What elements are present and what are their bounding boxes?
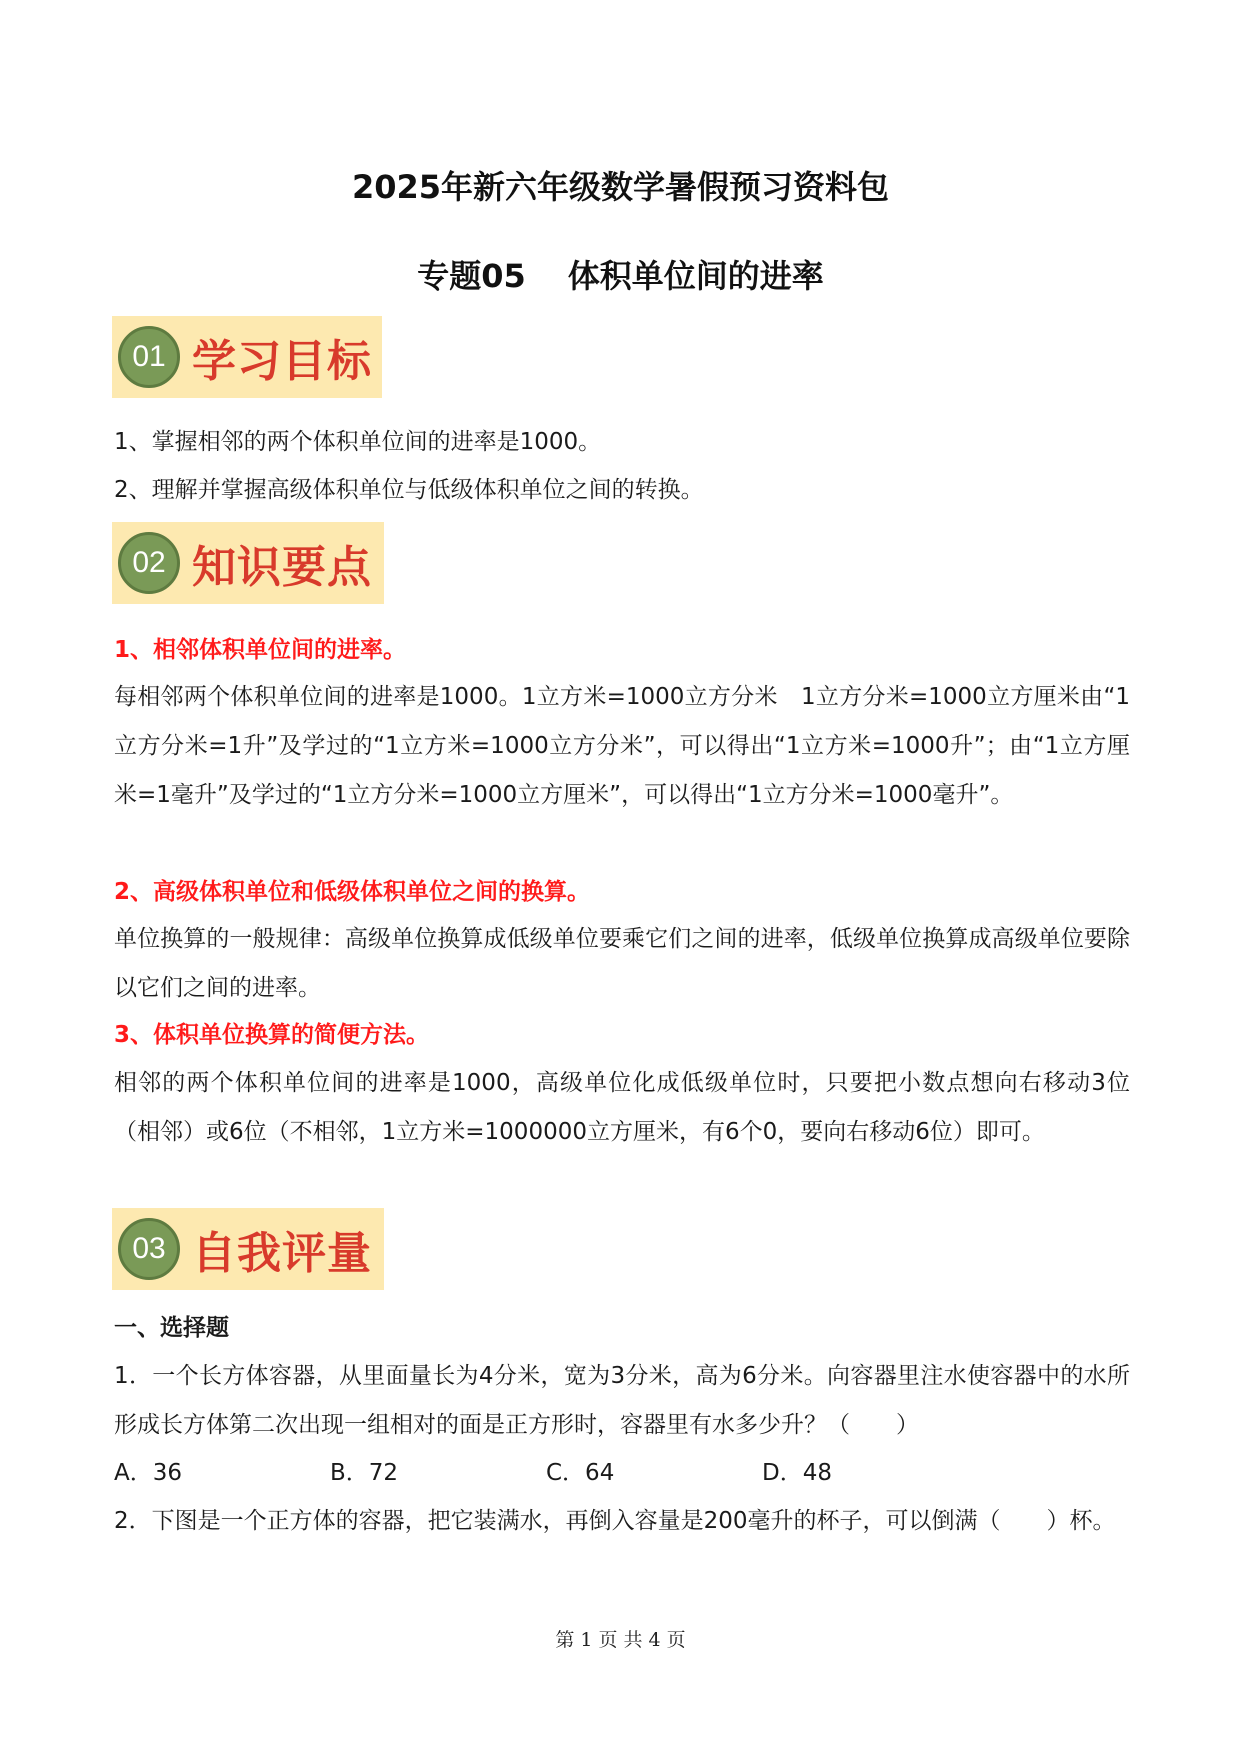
knowledge-paragraph-3: 相邻的两个体积单位间的进率是1000，高级单位化成低级单位时，只要把小数点想向右移动3位（相邻）或6位（不相邻，1立方米=1000000立方厘米，有6个0，要向右移动6位）即可。 — [114, 1070, 1130, 1145]
knowledge-paragraph-1: 每相邻两个体积单位间的进率是1000。1立方米=1000立方分米 1立方分米=1000立方厘米由“1立方分米=1升”及学过的“1立方米=1000立方分米”，可以得出“1立方米=1000升”；由“1立方厘米=1毫升”及学过的“1立方分米=1000立方厘米”，可以得出“1立方分米=1000毫升”。 — [114, 684, 1130, 808]
section-title: 自我评量 — [192, 1228, 372, 1279]
section-badge-learning-goals — [112, 316, 382, 398]
knowledge-heading-3: 3、体积单位换算的简便方法。 — [114, 1022, 430, 1048]
topic-heading — [0, 251, 1241, 297]
section-title: 学习目标 — [192, 336, 372, 387]
question-1: 1．一个长方体容器，从里面量长为4分米，宽为3分米，高为6分米。向容器里注水使容器中的水所形成长方体第二次出现一组相对的面是正方形时，容器里有水多少升？（ ） — [114, 1363, 1130, 1438]
question-2: 2．下图是一个正方体的容器，把它装满水，再倒入容量是200毫升的杯子，可以倒满（ ）杯。 — [114, 1508, 1116, 1534]
option-c: C．64 — [546, 1460, 615, 1486]
page-footer: 第 1 页 共 4 页 — [555, 1629, 686, 1651]
section-number-circle: 02 — [118, 532, 180, 594]
option-d: D．48 — [762, 1460, 832, 1486]
knowledge-heading-1: 1、相邻体积单位间的进率。 — [114, 637, 407, 663]
goal-item-2: 2、理解并掌握高级体积单位与低级体积单位之间的转换。 — [114, 477, 704, 503]
knowledge-heading-2: 2、高级体积单位和低级体积单位之间的换算。 — [114, 879, 591, 905]
section-number-circle: 03 — [118, 1218, 180, 1280]
topic-title: 体积单位间的进率 — [567, 257, 824, 295]
section-number-circle: 01 — [118, 326, 180, 388]
option-a: A．36 — [114, 1460, 183, 1486]
section-badge-self-assessment — [112, 1208, 384, 1290]
goal-item-1: 1、掌握相邻的两个体积单位间的进率是1000。 — [114, 429, 602, 455]
question-1-options — [114, 1449, 978, 1498]
knowledge-paragraph-2: 单位换算的一般规律：高级单位换算成低级单位要乘它们之间的进率，低级单位换算成高级单位要除以它们之间的进率。 — [114, 926, 1130, 1001]
document-title: 2025年新六年级数学暑假预习资料包 — [351, 168, 890, 206]
section-badge-key-points — [112, 522, 384, 604]
topic-number: 专题05 — [417, 257, 526, 295]
section-title: 知识要点 — [192, 542, 372, 593]
option-b: B．72 — [330, 1460, 399, 1486]
exercise-part-title: 一、选择题 — [114, 1315, 229, 1341]
